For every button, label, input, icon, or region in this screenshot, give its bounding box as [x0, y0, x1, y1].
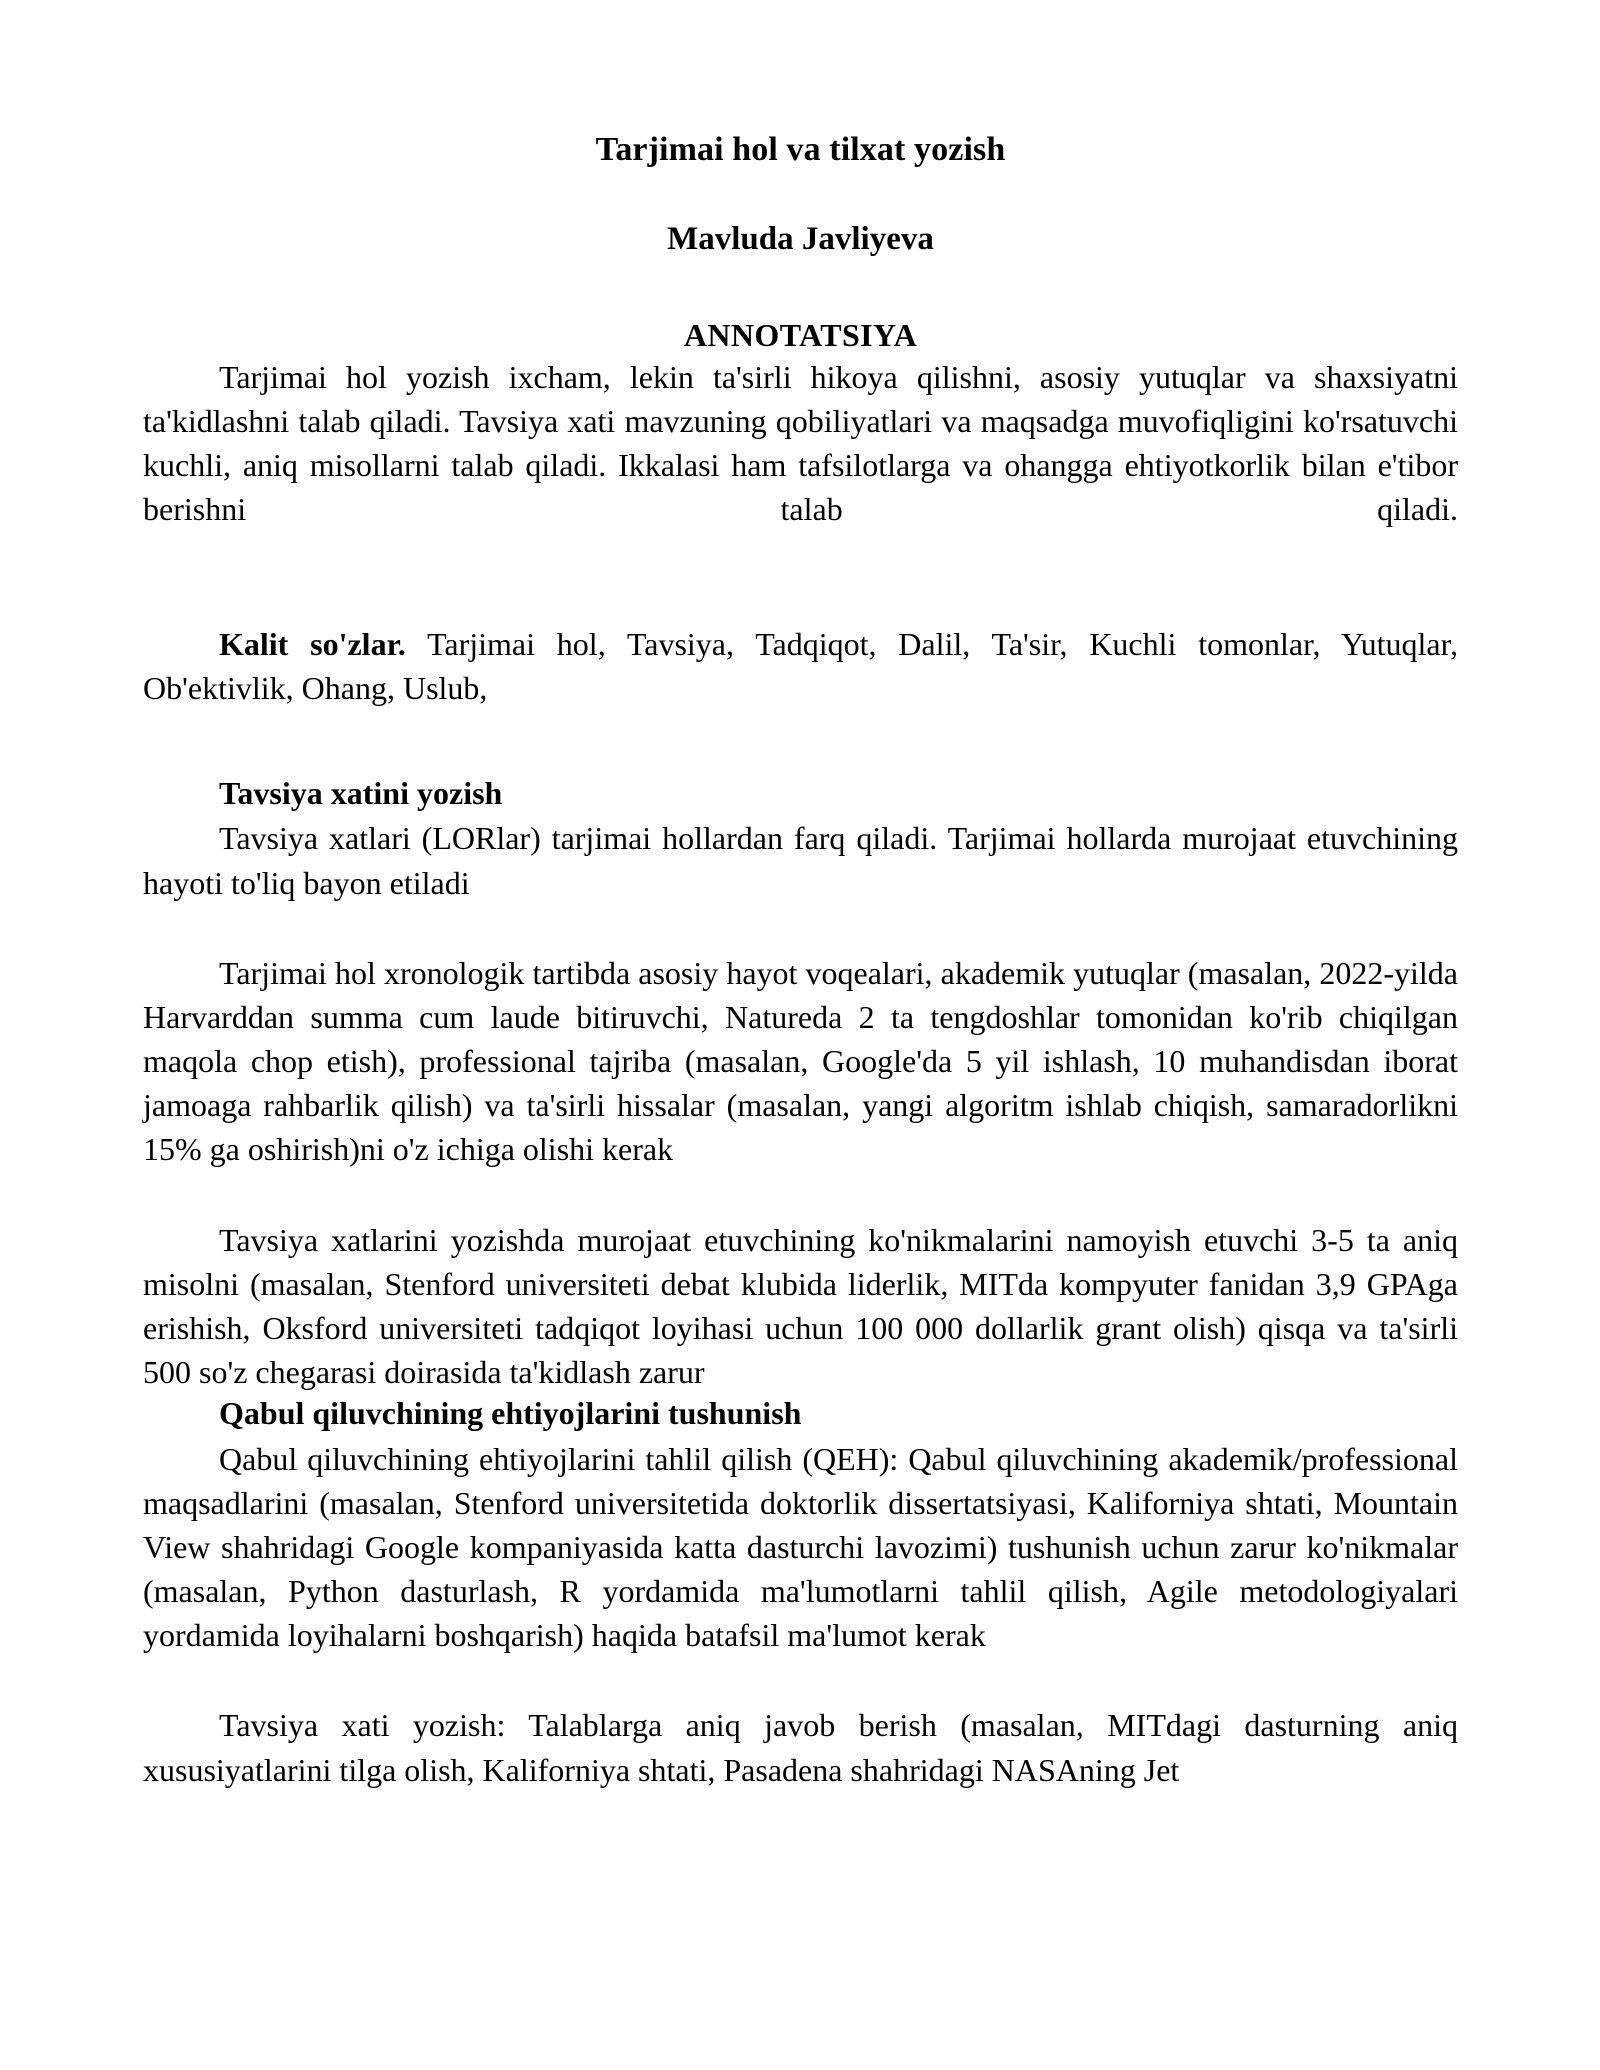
abstract-heading: ANNOTATSIYA — [683, 317, 918, 353]
section-spacer — [143, 710, 1458, 774]
section-heading-qabul-qiluvchining-ehtiyojlarini-tushunish: Qabul qiluvchining ehtiyojlarini tushunish — [219, 1395, 802, 1432]
abstract-paragraph: Tarjimai hol yozish ixcham, lekin ta'sirli hikoya qilishni, asosiy yutuqlar va shaxsiyatni ta'kidlashni talab qiladi. Tavsiya xati mavzuning qobiliyatlari va maqsadga muvofiqligini ko'rsatuvchi kuchli, aniq misollarni talab qiladi. Ikkalasi ham tafsilotlarga va ohangga ehtiyotkorlik bilan e'tibor berishni talab qiladi. — [143, 359, 1458, 528]
keywords-list: Tarjimai hol, Tavsiya, Tadqiqot, Dalil, Ta'sir, Kuchli tomonlar, Yutuqlar, Ob'ektivlik, Ohang, Uslub, — [143, 625, 1459, 706]
keywords-label: Kalit so'zlar. — [219, 625, 406, 662]
author-name: Mavluda Javliyeva — [667, 221, 934, 257]
keywords-paragraph — [143, 622, 1458, 710]
page-title: Tarjimai hol va tilxat yozish — [595, 131, 1006, 168]
section-1-paragraph-1: Tavsiya xati yozish: Talablarga aniq javob berish (masalan, MITdagi dasturning aniq xususiyatlarini tilga olish, Kaliforniya shtati, Pasadena shahridagi NASAning Jet — [143, 1707, 1458, 1788]
section-0-paragraph-2: Tavsiya xatlarini yozishda murojaat etuvchining ko'nikmalarini namoyish etuvchi 3-5 ta aniq misolni (masalan, Stenford universiteti debat klubida liderlik, MITda kompyuter fanidan 3,9 GPAga erishish, Oksford universiteti tadqiqot loyihasi uchun 100 000 dollarlik grant olish) qisqa va ta'sirli 500 so'z chegarasi doirasida ta'kidlash zarur — [143, 1221, 1458, 1391]
section-0-paragraph-1: Tarjimai hol xronologik tartibda asosiy hayot voqealari, akademik yutuqlar (masalan, 2022-yilda Harvarddan summa cum laude bitiruvchi, Natureda 2 ta tengdoshlar tomonidan ko'rib chiqilgan maqola chop etish), professional tajriba (masalan, Google'da 5 yil ishlash, 10 muhandisdan iborat jamoaga rahbarlik qilish) va ta'sirli hissalar (masalan, yangi algoritm ishlab chiqish, samaradorlikni 15% ga oshirish)ni o'z ichiga olishi kerak — [143, 954, 1458, 1168]
page-content-column — [143, 0, 1458, 1792]
section-1-paragraph-0: Qabul qiluvchining ehtiyojlarini tahlil qilish (QEH): Qabul qiluvchining akademik/professional maqsadlarini (masalan, Stenford universitetida doktorlik dissertatsiyasi, Kaliforniya shtati, Mountain View shahridagi Google kompaniyasida katta dasturchi lavozimi) tushunish uchun zarur ko'nikmalar (masalan, Python dasturlash, R yordamida ma'lumotlarni tahlil qilish, Agile metodologiyalari yordamida loyihalarni boshqarish) haqida batafsil ma'lumot kerak — [143, 1440, 1458, 1654]
section-heading-tavsiya-xatini-yozish: Tavsiya xatini yozish — [219, 775, 503, 812]
section-0-paragraph-0: Tavsiya xatlari (LORlar) tarjimai hollardan farq qiladi. Tarjimai hollarda murojaat etuvchining hayoti to'liq bayon etiladi — [143, 820, 1458, 901]
